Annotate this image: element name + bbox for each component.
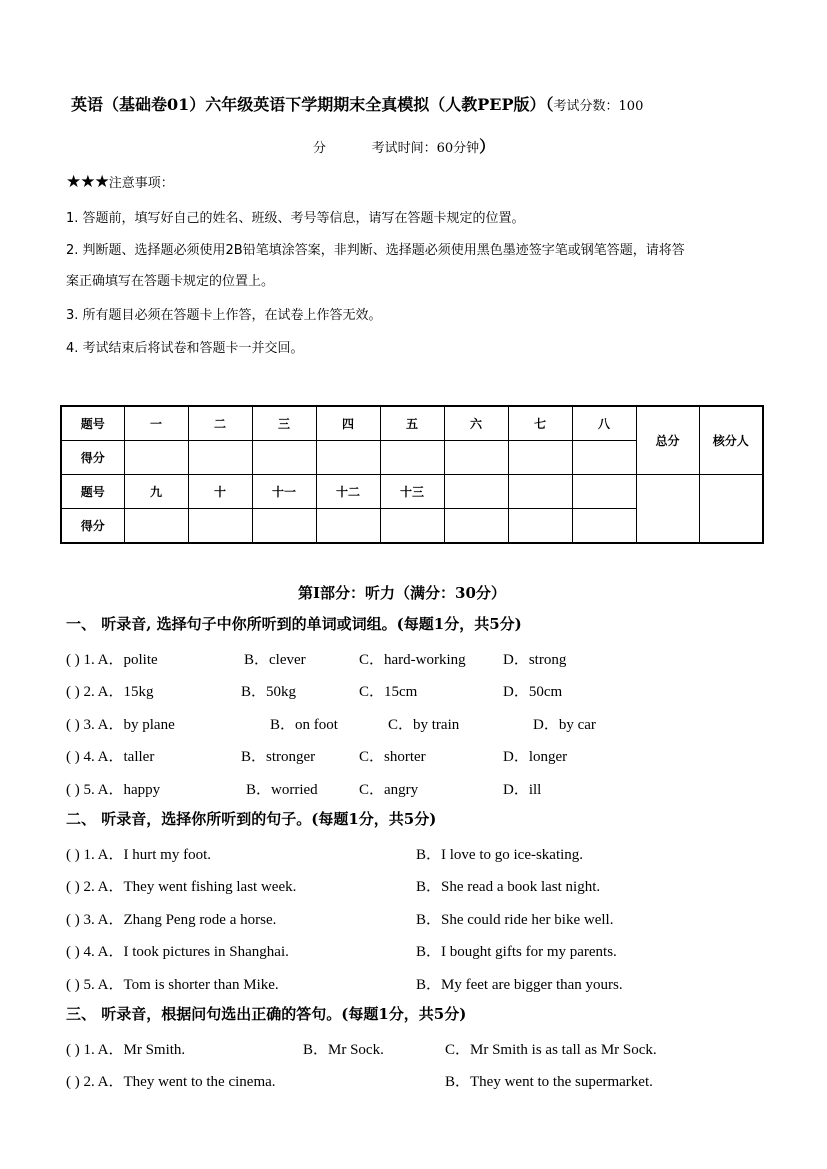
question-row <box>66 648 158 669</box>
section-title-2: 二、 听录音，选择你所听到的句子。(每题1分，共5分) <box>66 810 437 828</box>
question-row: ( ) 2. A．They went fishing last week. <box>66 879 297 895</box>
row-label-score: 得分 <box>61 509 124 544</box>
score-cell <box>188 509 252 544</box>
question-row: ( ) 2. A．15kg <box>66 684 154 700</box>
score-cell <box>316 509 380 544</box>
notice-item-4: 4. 考试结束后将试卷和答题卡一并交回。 <box>66 341 304 356</box>
score-cell <box>444 509 508 544</box>
table-row <box>61 475 763 509</box>
score-cell <box>252 509 316 544</box>
checker-cell <box>699 475 763 544</box>
option-d: D．50cm <box>503 684 563 700</box>
score-cell <box>572 509 636 544</box>
notice-item-2: 2. 判断题、选择题必须使用2B铅笔填涂答案，非判断、选择题必须使用黑色墨迹签字笔或钢笔答题，请将答 <box>66 243 685 258</box>
exam-title-main: 英语（基础卷01）六年级英语下学期期末全真模拟（人教PEP版）（ <box>71 95 554 114</box>
table-cell: 三 <box>252 406 316 441</box>
section-title-3: 三、 听录音，根据问句选出正确的答句。(每题1分，共5分) <box>66 1005 467 1023</box>
table-cell: 四 <box>316 406 380 441</box>
question-row: ( ) 1. A．I hurt my foot. <box>66 847 211 863</box>
score-cell <box>124 509 188 544</box>
score-cell <box>380 509 444 544</box>
table-cell: 十三 <box>380 475 444 509</box>
notice-item-1: 1. 答题前，填写好自己的姓名、班级、考号等信息，请写在答题卡规定的位置。 <box>66 211 525 226</box>
score-table <box>60 405 764 544</box>
table-cell: 八 <box>572 406 636 441</box>
score-cell <box>188 441 252 475</box>
score-cell <box>380 441 444 475</box>
score-cell <box>508 509 572 544</box>
exam-title <box>71 92 643 115</box>
question-prefix: ( ) 1. A．polite <box>66 652 158 668</box>
score-unit: 分 <box>313 141 327 156</box>
table-cell: 二 <box>188 406 252 441</box>
option-b: B．worried <box>246 782 318 798</box>
exam-score-total: 考试分数：100 <box>553 99 644 114</box>
exam-title-line2 <box>313 134 495 157</box>
table-row <box>61 406 763 441</box>
option-d: D．by car <box>533 717 596 733</box>
total-score-label: 总分 <box>636 406 699 475</box>
option-d: D．longer <box>503 749 568 765</box>
title-close-paren: ） <box>479 137 496 156</box>
score-cell <box>124 441 188 475</box>
option-c: C．by train <box>388 717 460 733</box>
section-title-1: 一、 听录音, 选择句子中你所听到的单词或词组。(每题1分，共5分) <box>66 615 522 633</box>
score-cell <box>444 441 508 475</box>
part-heading: 第I部分：听力（满分：30分） <box>298 584 506 602</box>
score-cell <box>252 441 316 475</box>
notice-item-2-cont: 案正确填写在答题卡规定的位置上。 <box>66 274 275 289</box>
table-cell: 十 <box>188 475 252 509</box>
question-row: ( ) 3. A．by plane <box>66 717 175 733</box>
question-row: ( ) 4. A．I took pictures in Shanghai. <box>66 944 289 960</box>
option-b: B．stronger <box>241 749 316 765</box>
notice-heading-text: 注意事项： <box>108 176 174 191</box>
option-c: C．hard-working <box>359 652 466 668</box>
score-cell <box>316 441 380 475</box>
option-b: B．Mr Sock. <box>303 1042 384 1058</box>
option-d: D．ill <box>503 782 542 798</box>
row-label-number: 题号 <box>61 475 124 509</box>
total-score-cell <box>636 475 699 544</box>
table-cell: 九 <box>124 475 188 509</box>
table-cell <box>444 475 508 509</box>
notice-item-3: 3. 所有题目必须在答题卡上作答，在试卷上作答无效。 <box>66 308 382 323</box>
checker-label: 核分人 <box>699 406 763 475</box>
question-row: ( ) 1. A．Mr Smith. <box>66 1042 186 1058</box>
option-b: B．They went to the supermarket. <box>445 1074 653 1090</box>
question-row: ( ) 2. A．They went to the cinema. <box>66 1074 276 1090</box>
row-label-score: 得分 <box>61 441 124 475</box>
notice-heading <box>66 172 174 192</box>
question-row: ( ) 3. A．Zhang Peng rode a horse. <box>66 912 277 928</box>
table-cell: 十二 <box>316 475 380 509</box>
option-b: B．I bought gifts for my parents. <box>416 944 617 960</box>
star-icon: ★★★ <box>66 172 109 192</box>
table-cell: 七 <box>508 406 572 441</box>
option-b: B．I love to go ice-skating. <box>416 847 584 863</box>
table-cell: 六 <box>444 406 508 441</box>
question-row: ( ) 5. A．Tom is shorter than Mike. <box>66 977 279 993</box>
question-row: ( ) 4. A．taller <box>66 749 155 765</box>
exam-duration: 考试时间：60分钟 <box>371 141 480 156</box>
table-cell: 一 <box>124 406 188 441</box>
option-d: D．strong <box>503 652 567 668</box>
option-b: B．She read a book last night. <box>416 879 601 895</box>
option-b: B．My feet are bigger than yours. <box>416 977 623 993</box>
table-cell <box>572 475 636 509</box>
row-label-number: 题号 <box>61 406 124 441</box>
option-c: C．15cm <box>359 684 418 700</box>
table-cell: 五 <box>380 406 444 441</box>
option-b: B．clever <box>244 652 306 668</box>
option-b: B．50kg <box>241 684 297 700</box>
option-c: C．shorter <box>359 749 426 765</box>
table-cell <box>508 475 572 509</box>
score-cell <box>572 441 636 475</box>
option-c: C．Mr Smith is as tall as Mr Sock. <box>445 1042 657 1058</box>
option-b: B．on foot <box>270 717 338 733</box>
option-b: B．She could ride her bike well. <box>416 912 614 928</box>
option-c: C．angry <box>359 782 419 798</box>
question-row: ( ) 5. A．happy <box>66 782 161 798</box>
table-cell: 十一 <box>252 475 316 509</box>
score-cell <box>508 441 572 475</box>
